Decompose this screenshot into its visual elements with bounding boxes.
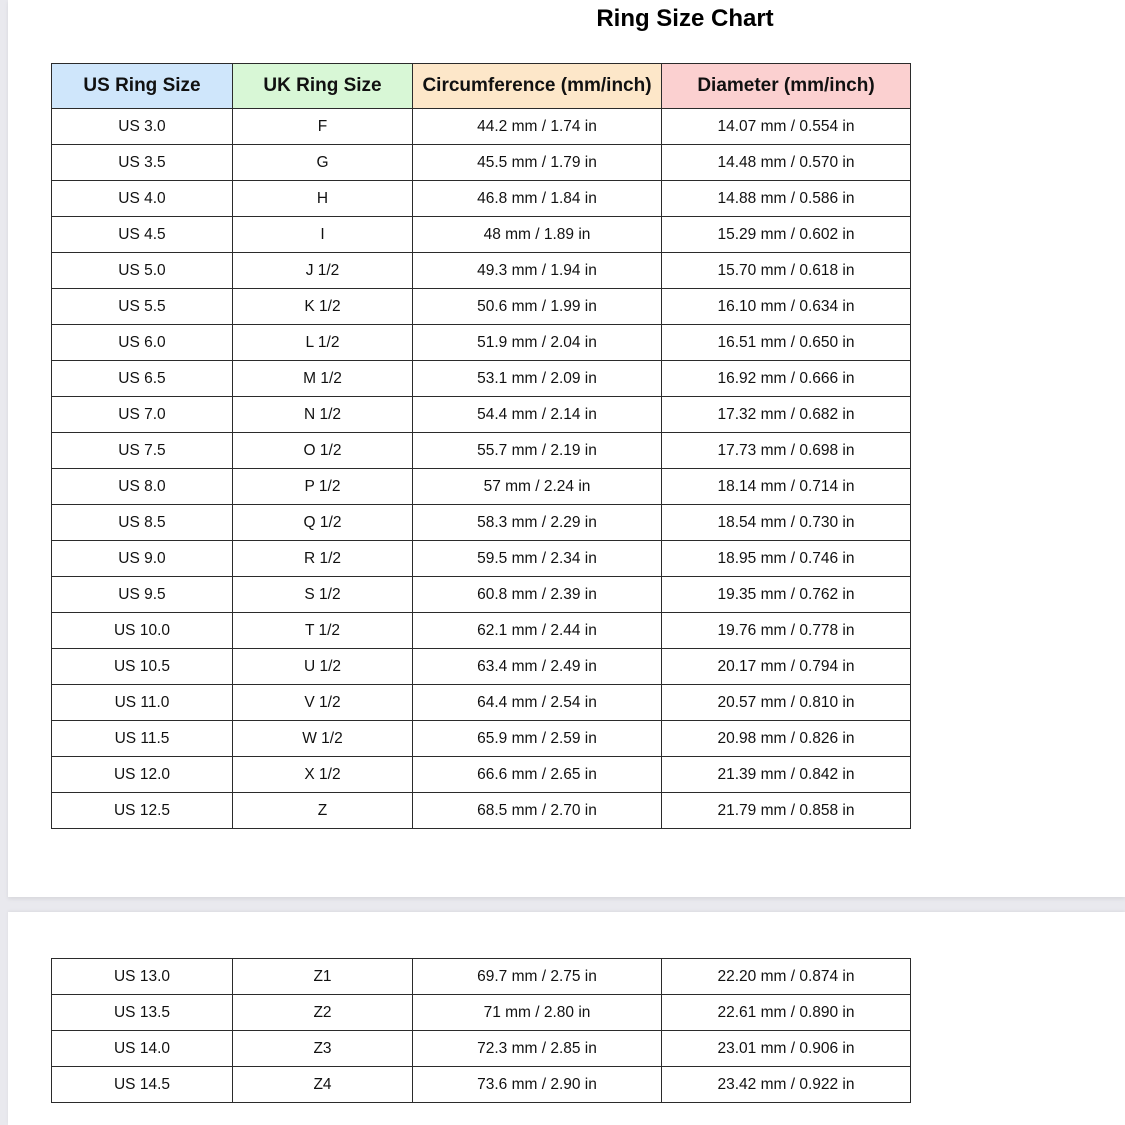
us-size-cell: US 5.0 <box>52 253 233 289</box>
table-row <box>52 721 911 757</box>
circumference-cell: 72.3 mm / 2.85 in <box>413 1031 662 1067</box>
table-row <box>52 145 911 181</box>
table-row <box>52 1067 911 1103</box>
table-header-row <box>52 64 911 109</box>
diameter-cell: 22.61 mm / 0.890 in <box>662 995 911 1031</box>
circumference-cell: 46.8 mm / 1.84 in <box>413 181 662 217</box>
us-size-cell: US 8.0 <box>52 469 233 505</box>
circumference-cell: 71 mm / 2.80 in <box>413 995 662 1031</box>
circumference-cell: 64.4 mm / 2.54 in <box>413 685 662 721</box>
circumference-cell: 54.4 mm / 2.14 in <box>413 397 662 433</box>
column-header-diameter: Diameter (mm/inch) <box>662 64 911 109</box>
uk-size-cell: M 1/2 <box>233 361 413 397</box>
uk-size-cell: Z4 <box>233 1067 413 1103</box>
uk-size-cell: Z3 <box>233 1031 413 1067</box>
diameter-cell: 14.88 mm / 0.586 in <box>662 181 911 217</box>
diameter-cell: 16.51 mm / 0.650 in <box>662 325 911 361</box>
uk-size-cell: R 1/2 <box>233 541 413 577</box>
uk-size-cell: V 1/2 <box>233 685 413 721</box>
table-row <box>52 995 911 1031</box>
document-page-1 <box>8 0 1125 897</box>
us-size-cell: US 8.5 <box>52 505 233 541</box>
table-body <box>52 959 911 1103</box>
circumference-cell: 60.8 mm / 2.39 in <box>413 577 662 613</box>
us-size-cell: US 11.5 <box>52 721 233 757</box>
us-size-cell: US 9.5 <box>52 577 233 613</box>
us-size-cell: US 3.0 <box>52 109 233 145</box>
us-size-cell: US 13.5 <box>52 995 233 1031</box>
uk-size-cell: Q 1/2 <box>233 505 413 541</box>
us-size-cell: US 12.5 <box>52 793 233 829</box>
uk-size-cell: I <box>233 217 413 253</box>
us-size-cell: US 14.5 <box>52 1067 233 1103</box>
table-row <box>52 757 911 793</box>
circumference-cell: 44.2 mm / 1.74 in <box>413 109 662 145</box>
table-row <box>52 181 911 217</box>
uk-size-cell: F <box>233 109 413 145</box>
ring-size-table <box>51 63 911 829</box>
table-row <box>52 577 911 613</box>
table-row <box>52 685 911 721</box>
table-row <box>52 649 911 685</box>
table-row <box>52 793 911 829</box>
uk-size-cell: O 1/2 <box>233 433 413 469</box>
us-size-cell: US 13.0 <box>52 959 233 995</box>
us-size-cell: US 3.5 <box>52 145 233 181</box>
ring-size-table-continued <box>51 958 911 1103</box>
diameter-cell: 22.20 mm / 0.874 in <box>662 959 911 995</box>
uk-size-cell: H <box>233 181 413 217</box>
circumference-cell: 53.1 mm / 2.09 in <box>413 361 662 397</box>
diameter-cell: 15.29 mm / 0.602 in <box>662 217 911 253</box>
diameter-cell: 19.35 mm / 0.762 in <box>662 577 911 613</box>
uk-size-cell: Z <box>233 793 413 829</box>
uk-size-cell: G <box>233 145 413 181</box>
diameter-cell: 21.79 mm / 0.858 in <box>662 793 911 829</box>
us-size-cell: US 10.5 <box>52 649 233 685</box>
column-header-us-size: US Ring Size <box>52 64 233 109</box>
uk-size-cell: X 1/2 <box>233 757 413 793</box>
column-header-circumference: Circumference (mm/inch) <box>413 64 662 109</box>
us-size-cell: US 4.0 <box>52 181 233 217</box>
diameter-cell: 20.17 mm / 0.794 in <box>662 649 911 685</box>
diameter-cell: 18.14 mm / 0.714 in <box>662 469 911 505</box>
uk-size-cell: J 1/2 <box>233 253 413 289</box>
diameter-cell: 14.07 mm / 0.554 in <box>662 109 911 145</box>
us-size-cell: US 5.5 <box>52 289 233 325</box>
table-row <box>52 469 911 505</box>
table-body <box>52 109 911 829</box>
diameter-cell: 16.10 mm / 0.634 in <box>662 289 911 325</box>
uk-size-cell: Z2 <box>233 995 413 1031</box>
us-size-cell: US 7.0 <box>52 397 233 433</box>
circumference-cell: 65.9 mm / 2.59 in <box>413 721 662 757</box>
table-row <box>52 109 911 145</box>
diameter-cell: 21.39 mm / 0.842 in <box>662 757 911 793</box>
table-row <box>52 613 911 649</box>
circumference-cell: 48 mm / 1.89 in <box>413 217 662 253</box>
circumference-cell: 51.9 mm / 2.04 in <box>413 325 662 361</box>
circumference-cell: 62.1 mm / 2.44 in <box>413 613 662 649</box>
diameter-cell: 17.73 mm / 0.698 in <box>662 433 911 469</box>
us-size-cell: US 11.0 <box>52 685 233 721</box>
table-row <box>52 397 911 433</box>
diameter-cell: 15.70 mm / 0.618 in <box>662 253 911 289</box>
us-size-cell: US 7.5 <box>52 433 233 469</box>
uk-size-cell: U 1/2 <box>233 649 413 685</box>
diameter-cell: 19.76 mm / 0.778 in <box>662 613 911 649</box>
table-row <box>52 433 911 469</box>
circumference-cell: 57 mm / 2.24 in <box>413 469 662 505</box>
table-row <box>52 505 911 541</box>
table-row <box>52 541 911 577</box>
uk-size-cell: K 1/2 <box>233 289 413 325</box>
circumference-cell: 66.6 mm / 2.65 in <box>413 757 662 793</box>
diameter-cell: 20.98 mm / 0.826 in <box>662 721 911 757</box>
column-header-uk-size: UK Ring Size <box>233 64 413 109</box>
uk-size-cell: T 1/2 <box>233 613 413 649</box>
circumference-cell: 69.7 mm / 2.75 in <box>413 959 662 995</box>
us-size-cell: US 9.0 <box>52 541 233 577</box>
circumference-cell: 68.5 mm / 2.70 in <box>413 793 662 829</box>
circumference-cell: 55.7 mm / 2.19 in <box>413 433 662 469</box>
uk-size-cell: P 1/2 <box>233 469 413 505</box>
page-title: Ring Size Chart <box>596 5 774 32</box>
us-size-cell: US 12.0 <box>52 757 233 793</box>
diameter-cell: 23.01 mm / 0.906 in <box>662 1031 911 1067</box>
table-row <box>52 253 911 289</box>
table-row <box>52 1031 911 1067</box>
circumference-cell: 63.4 mm / 2.49 in <box>413 649 662 685</box>
uk-size-cell: S 1/2 <box>233 577 413 613</box>
table-row <box>52 325 911 361</box>
circumference-cell: 73.6 mm / 2.90 in <box>413 1067 662 1103</box>
diameter-cell: 14.48 mm / 0.570 in <box>662 145 911 181</box>
circumference-cell: 49.3 mm / 1.94 in <box>413 253 662 289</box>
circumference-cell: 45.5 mm / 1.79 in <box>413 145 662 181</box>
uk-size-cell: W 1/2 <box>233 721 413 757</box>
diameter-cell: 16.92 mm / 0.666 in <box>662 361 911 397</box>
diameter-cell: 18.95 mm / 0.746 in <box>662 541 911 577</box>
table-row <box>52 217 911 253</box>
table-row <box>52 289 911 325</box>
table-row <box>52 959 911 995</box>
circumference-cell: 58.3 mm / 2.29 in <box>413 505 662 541</box>
diameter-cell: 18.54 mm / 0.730 in <box>662 505 911 541</box>
uk-size-cell: Z1 <box>233 959 413 995</box>
uk-size-cell: N 1/2 <box>233 397 413 433</box>
diameter-cell: 20.57 mm / 0.810 in <box>662 685 911 721</box>
circumference-cell: 59.5 mm / 2.34 in <box>413 541 662 577</box>
table-row <box>52 361 911 397</box>
us-size-cell: US 6.5 <box>52 361 233 397</box>
us-size-cell: US 6.0 <box>52 325 233 361</box>
circumference-cell: 50.6 mm / 1.99 in <box>413 289 662 325</box>
us-size-cell: US 4.5 <box>52 217 233 253</box>
us-size-cell: US 14.0 <box>52 1031 233 1067</box>
document-page-2 <box>8 912 1125 1125</box>
uk-size-cell: L 1/2 <box>233 325 413 361</box>
diameter-cell: 17.32 mm / 0.682 in <box>662 397 911 433</box>
us-size-cell: US 10.0 <box>52 613 233 649</box>
diameter-cell: 23.42 mm / 0.922 in <box>662 1067 911 1103</box>
